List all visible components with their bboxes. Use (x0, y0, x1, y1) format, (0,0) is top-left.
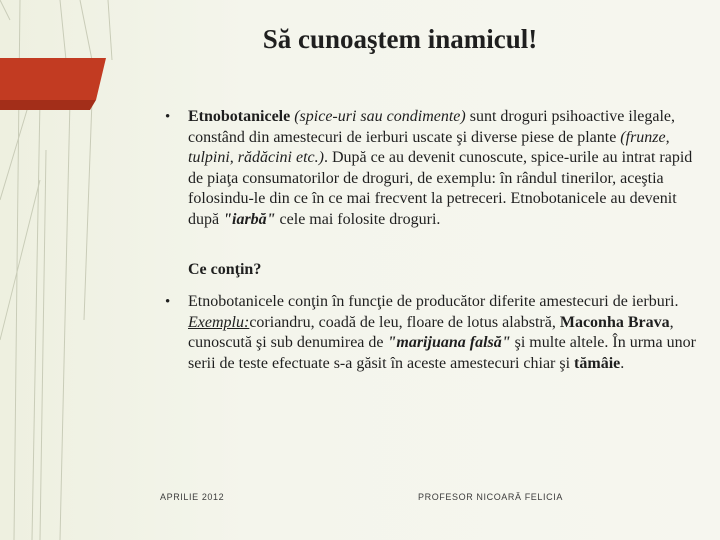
paragraph-continut (188, 292, 698, 374)
text-span: sunt droguri psihoactive ilegale, constând din amestecuri de ierburi uscate şi diverse piese de plante (188, 108, 676, 146)
text-span: . (620, 354, 625, 372)
footer-date: APRILIE 2012 (160, 492, 225, 502)
paragraph-etnobotanicele (188, 107, 698, 231)
text-span: Etnobotanicele conţin în funcţie de producător diferite amestecuri de ierburi. (188, 293, 679, 310)
text-span: . După ce au devenit cunoscute, spice-urile au intrat rapid de piaţa consumatorilor de droguri, de exemplu: în rândul tinerilor, aceştia folosindu-le din ce în ce mai frecvent la petreceri. Etnobotanicele au devenit după (188, 149, 693, 228)
term-tamaie: tămâie (574, 354, 621, 372)
footer-author: PROFESOR NICOARĂ FELICIA (418, 492, 563, 502)
italic-span: (frunze, tulpini, rădăcini etc.) (188, 128, 670, 167)
term-maconha-brava: Maconha Brava (559, 313, 670, 331)
italic-span: (spice-uri sau condimente) (294, 108, 466, 125)
bullet-1: • (165, 109, 171, 125)
slide-title: Să cunoaştem inamicul! (262, 24, 538, 54)
text-span: coriandru, coadă de leu, floare de lotus alabstră, (249, 313, 560, 331)
decorative-lines (0, 0, 140, 540)
exemplu-label: Exemplu: (188, 313, 250, 331)
heading-ce-contin: Ce conţin? (188, 261, 262, 278)
text-span: şi multe altele. În urma unor serii de teste efectuate s-a găsit în aceste amestecuri chiar şi (188, 334, 696, 372)
text-span: , cunoscută şi sub denumirea de (188, 313, 674, 352)
term-etnobotanicele: Etnobotanicele (188, 108, 291, 125)
term-marijuana-falsa: "marijuana falsă" (387, 334, 511, 352)
bullet-2: • (165, 294, 171, 310)
term-iarba: "iarbă" (223, 210, 276, 228)
text-span: cele mai folosite droguri. (275, 210, 441, 228)
accent-ribbon (0, 58, 106, 100)
